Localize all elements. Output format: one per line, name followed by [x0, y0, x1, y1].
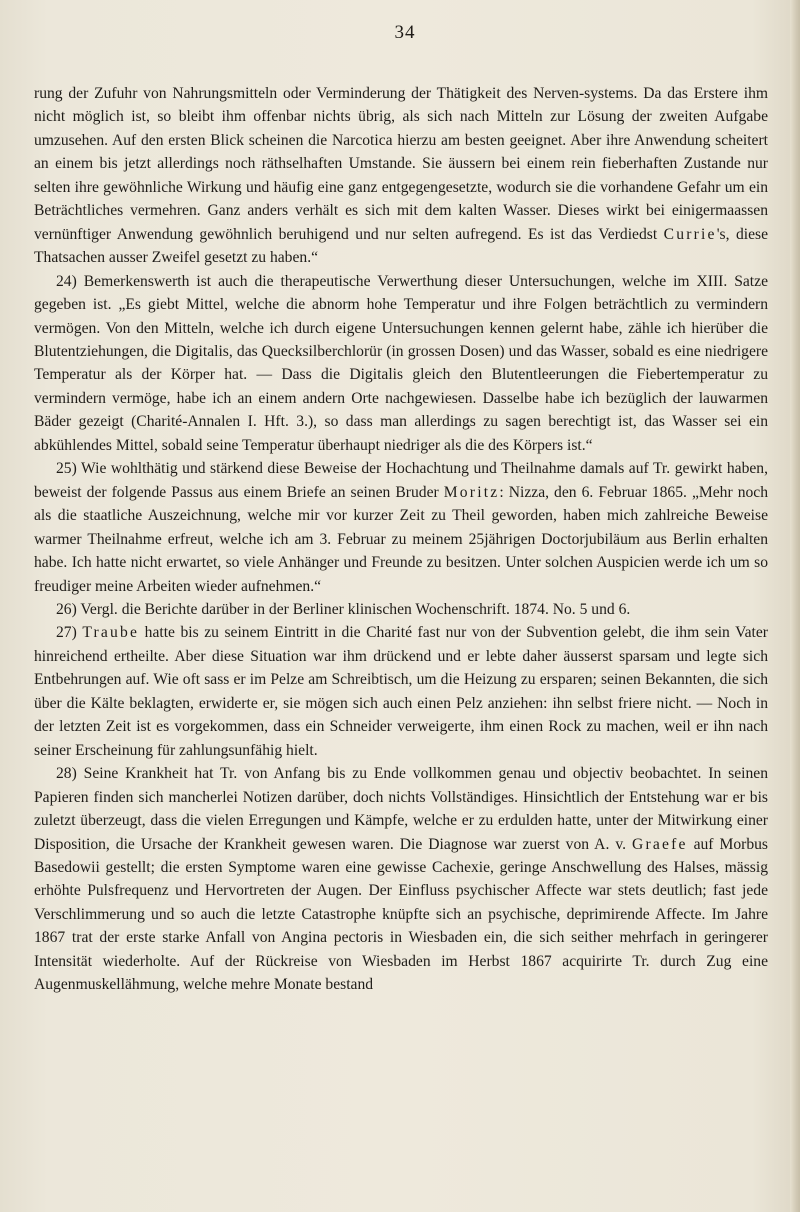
spaced-name: Moritz [443, 483, 500, 501]
text-run: 25) Wie wohlthätig und stärkend diese Beweise der Hochachtung und Theilnahme damals auf Tr. gewirkt haben, beweist der folgende Passus aus einem Briefe an seinen Bruder [34, 460, 768, 501]
text-run: 24) Bemerkenswerth ist auch die therapeutische Verwerthung dieser Untersuchungen, welche im XIII. Satze gegeben ist. „Es giebt Mittel, welche die abnorm hohe Temperatur und ihre Folgen beträchtlich zu vermindern vermögen. Von den Mitteln, welche ich durch eigene Untersuchungen kennen gelernt habe, zähle ich hierüber die Blutentziehungen, die Digitalis, das Quecksilberchlorür (in grossen Dosen) und das Wasser, sobald es eine niedrigere Temperatur als der Körper hat. — Dass die Digitalis gleich den Blutentleerungen die Fiebertemperatur zu vermindern vermöge, habe ich an einem andern Orte nachgewiesen. Dasselbe habe ich bezüglich der lauwarmen Bäder gezeigt (Charité-Annalen I. Hft. 3.), so dass man allerdings zu sagen berechtigt ist, das Wasser sei ein abkühlendes Mittel, sobald seine Temperatur überhaupt niedriger als die des Körpers ist.“ [34, 272, 768, 454]
paragraph-p5 [34, 762, 768, 997]
paragraph-p4 [34, 621, 768, 762]
text-run: 26) Vergl. die Berichte darüber in der Berliner klinischen Wochenschrift. 1874. No. 5 und 6. [56, 600, 631, 618]
text-run: 27) [56, 624, 83, 642]
text-run: 's, diese Thatsachen ausser Zweifel gesetzt zu haben.“ [34, 225, 768, 267]
text-run: rung der Zufuhr von Nahrungsmitteln oder Verminderung der Thätigkeit des Nerven-systems. Da das Erstere ihm nicht möglich ist, so bleibt ihm offenbar nichts übrig, als sich nach Mitteln zur Lösung der zweiten Aufgabe umzusehen. Auf den ersten Blick scheinen die Narcotica hierzu am besten geeignet. Aber ihre Anwendung scheitert an einem bis jetzt allerdings noch räthselhaften Umstande. Sie äussern bei einem rein fieberhaften Zustande nur selten ihre gewöhnliche Wirkung und häufig eine ganz entgegengesetzte, wodurch sie die vorhandene Gefahr um ein Beträchtliches vermehren. Ganz anders verhält es sich mit dem kalten Wasser. Dieses wirkt bei einigermaassen vernünftiger Anwendung gewöhnlich beruhigend und nur selten aufregend. Es ist das Verdiedst [34, 85, 768, 243]
spaced-name: Graefe [631, 835, 688, 853]
text-run: auf Morbus Basedowii gestellt; die ersten Symptome waren eine gewisse Cachexie, geringe Anschwellung des Halses, mässig erhöhte Pulsfrequenz und Hervortreten der Augen. Der Einfluss psychischer Affecte war stets deutlich; fast jede Verschlimmerung und so auch die letzte Catastrophe knüpfte sich an psychische, deprimirende Affecte. Im Jahre 1867 trat der erste starke Anfall von Angina pectoris in Wiesbaden ein, die sich seither mehrfach in geringerer Intensität wiederholte. Auf der Rückreise von Wiesbaden im Herbst 1867 acquirirte Tr. durch Zug eine Augenmuskellähmung, welche mehre Monate bestand [34, 835, 768, 994]
page-number: 34 [394, 22, 416, 43]
spaced-name: Currie [663, 225, 717, 243]
page-edge-shadow [790, 0, 800, 1212]
text-run: hatte bis zu seinem Eintritt in die Charité fast nur von der Subvention gelebt, die ihm sein Vater hinreichend ertheilte. Aber diese Situation war ihm drückend und er lebte daher äusserst sparsam und legte sich Entbehrungen auf. Wie oft sass er im Pelze am Schreibtisch, um die Heizung zu ersparen; seinen Bekannten, die sich über die Kälte beklagten, erwiderte er, sie mögen sich auch einen Pelz anziehen: ihn selbst friere nicht. — Noch in der letzten Zeit ist es vorgekommen, dass ein Schneider verweigerte, ihm einen Rock zu machen, weil er ihn nach seiner Erscheinung für zahlungsunfähig hielt. [34, 624, 769, 759]
paragraph-p2 [34, 457, 768, 598]
paragraph-p1 [34, 270, 768, 458]
spaced-name: Traube [82, 624, 140, 642]
paragraph-p3 [34, 598, 768, 621]
text-run: 28) Seine Krankheit hat Tr. von Anfang bis zu Ende vollkommen genau und objectiv beobachtet. In seinen Papieren finden sich mancherlei Notizen darüber, doch nichts Vollständiges. Hinsichtlich der Entstehung war er bis zuletzt überzeugt, dass die vielen Erregungen und Kämpfe, welche er zu erdulden hatte, unter der Mitwirkung einer Disposition, die Ursache der Krankheit gewesen waren. Die Diagnose war zuerst von A. v. [34, 765, 768, 853]
paragraph-p0 [34, 82, 768, 270]
footnote-text-block [34, 82, 768, 997]
text-run: : Nizza, den 6. Februar 1865. „Mehr noch als die staatliche Auszeichnung, welche mir vor kurzer Zeit zu Theil geworden, haben mich zahlreiche Beweise warmer Theilnahme erfreut, welche ich am 3. Februar zu meinem 25jährigen Doctorjubiläum aus Berlin erhalten habe. Ich hatte nicht erwartet, so viele Anhänger und Freunde zu besitzen. Unter solchen Auspicien werde ich um so freudiger meine Arbeiten wieder aufnehmen.“ [34, 483, 769, 595]
